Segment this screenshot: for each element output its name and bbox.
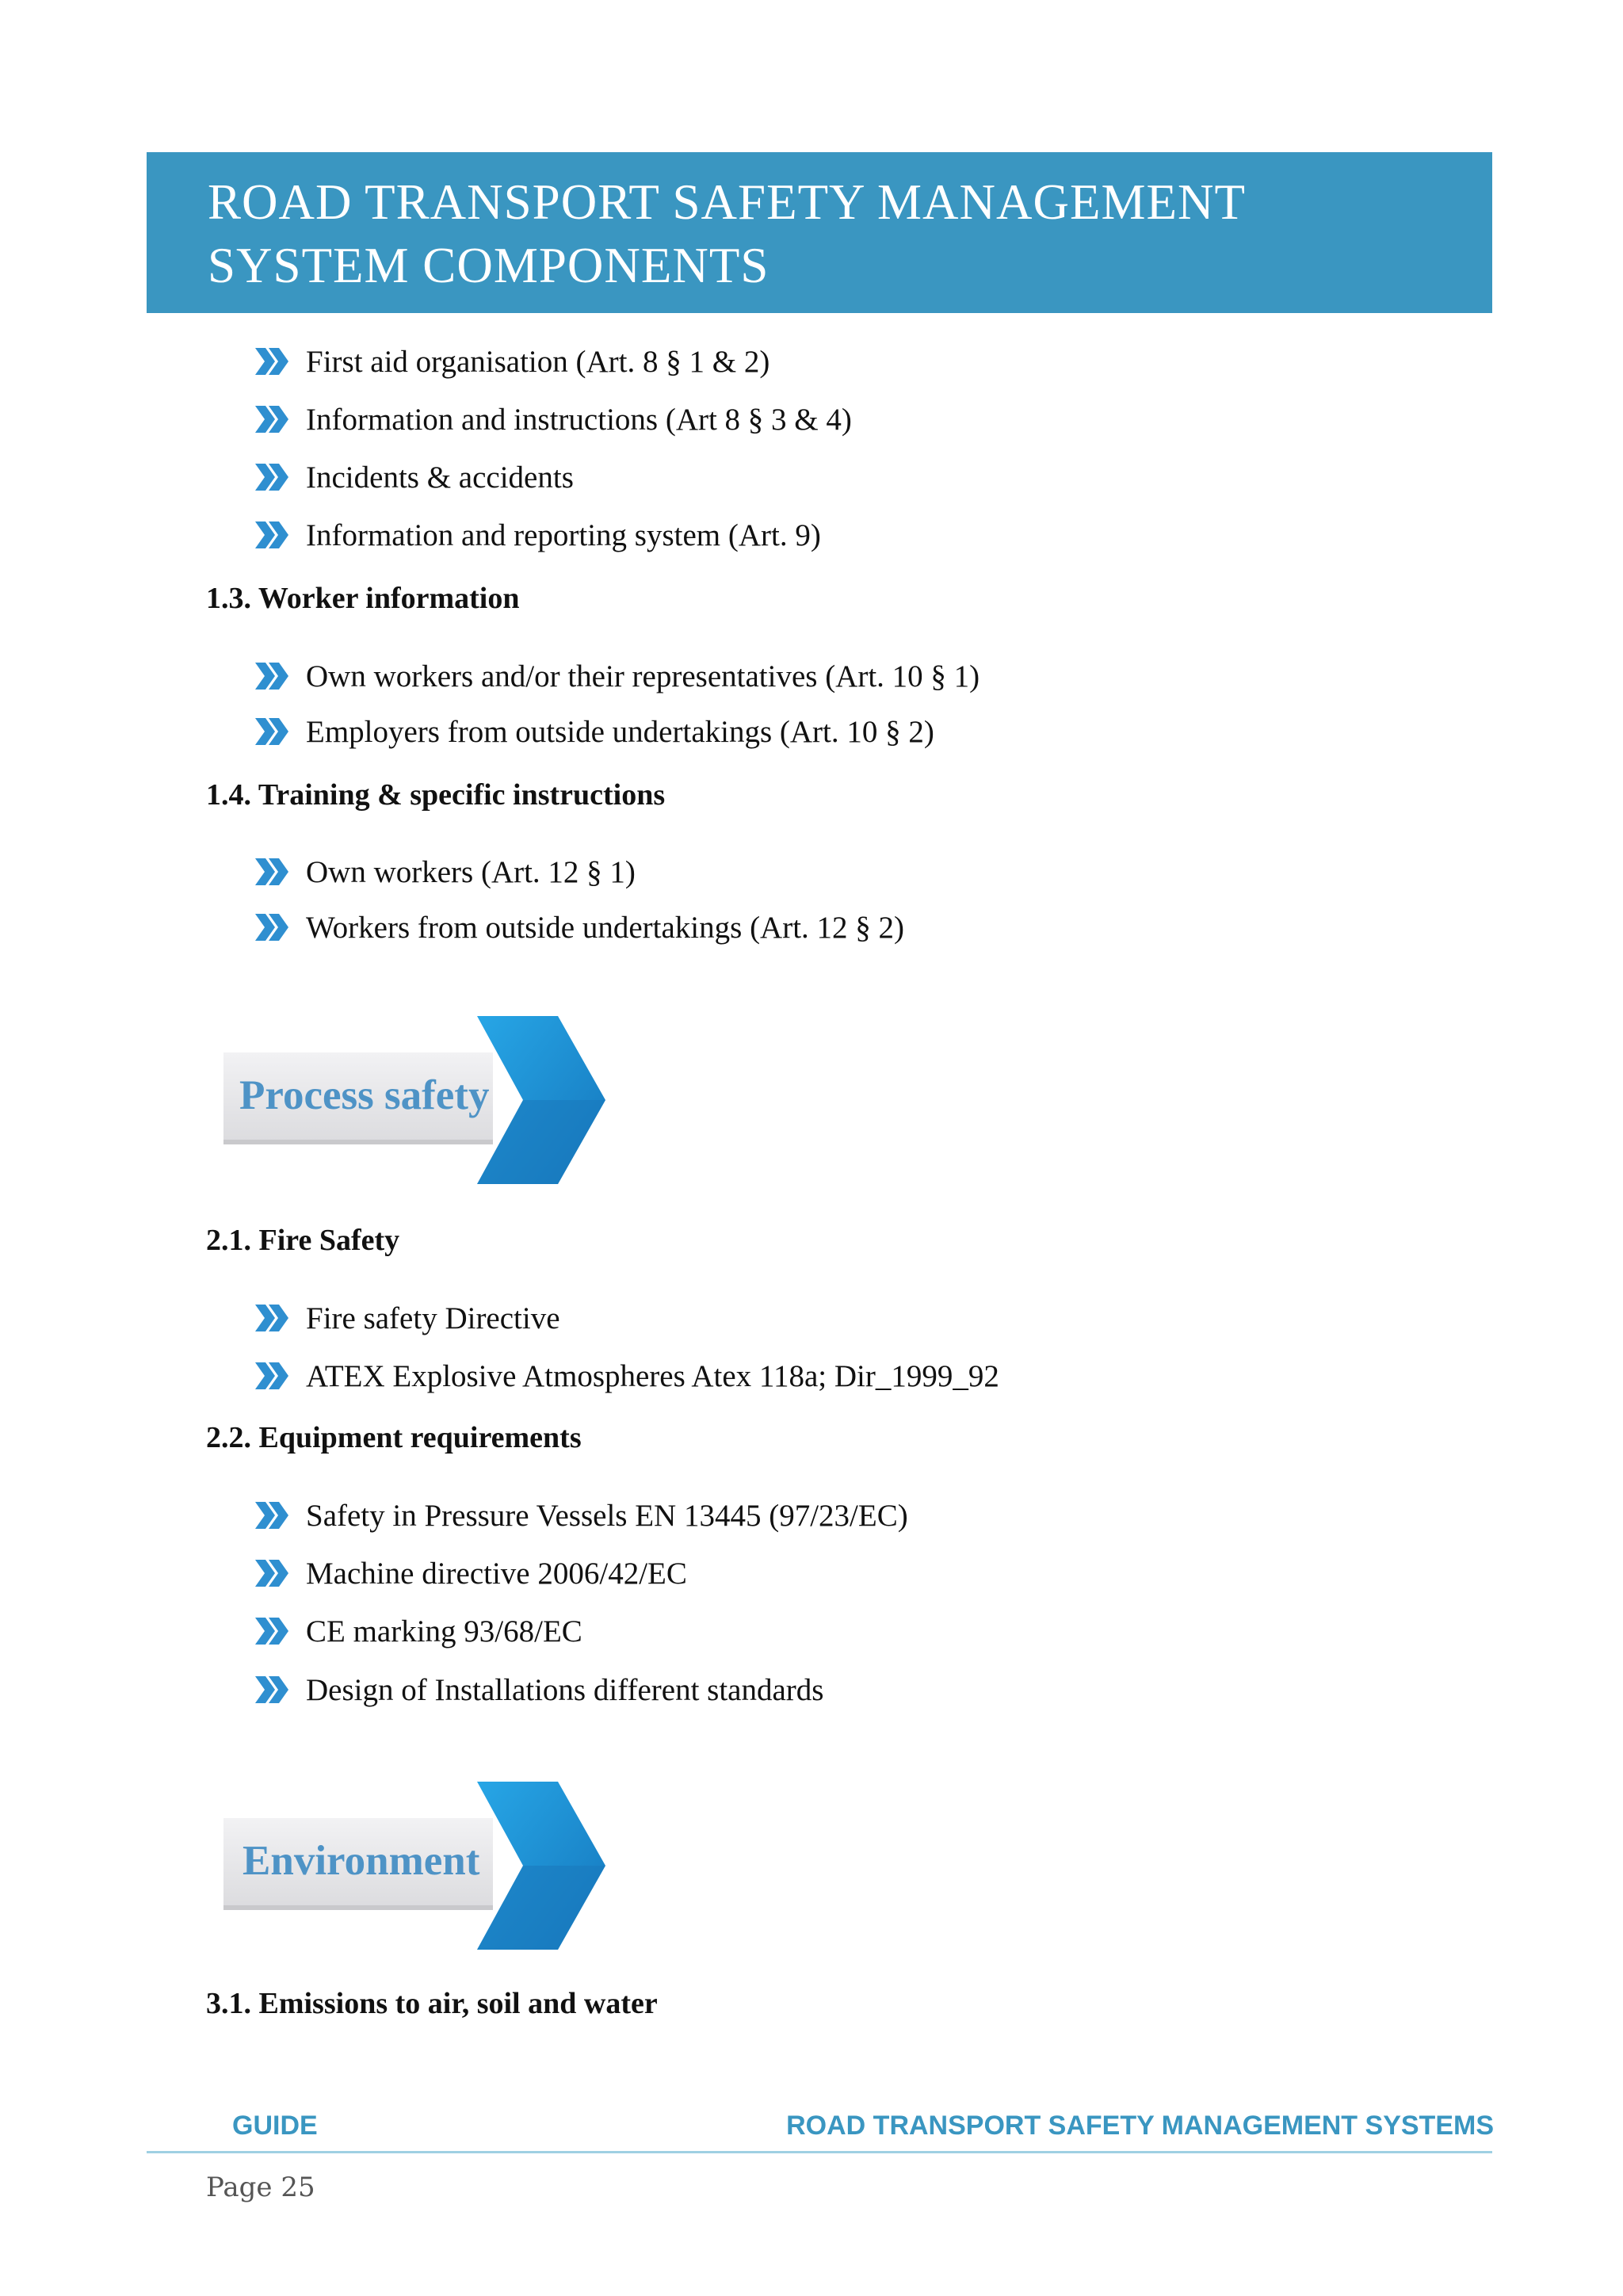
list-item-text: Employers from outside undertakings (Art. 10 § 2) — [306, 714, 934, 749]
list-item — [255, 453, 574, 501]
list-item-text: Own workers (Art. 12 § 1) — [306, 854, 636, 889]
list-item-text: Information and reporting system (Art. 9) — [306, 518, 821, 552]
double-chevron-icon — [255, 1502, 288, 1529]
section-heading-3-1: 3.1. Emissions to air, soil and water — [206, 1987, 658, 2020]
list-item — [255, 1549, 687, 1597]
banner-label: Process safety — [239, 1072, 490, 1118]
list-item — [255, 1607, 582, 1655]
double-chevron-icon — [255, 858, 288, 885]
section-heading-1-3: 1.3. Worker information — [206, 582, 520, 615]
list-item — [255, 1666, 823, 1713]
list-item-text: Own workers and/or their representatives (Art. 10 § 1) — [306, 659, 980, 693]
section-heading-2-2: 2.2. Equipment requirements — [206, 1421, 582, 1454]
double-chevron-icon — [255, 663, 288, 690]
list-item — [255, 1352, 999, 1400]
footer-divider — [147, 2151, 1492, 2153]
banner-label: Environment — [242, 1838, 480, 1884]
list-item — [255, 904, 904, 951]
page-header — [147, 152, 1492, 313]
double-chevron-icon — [255, 1618, 288, 1645]
list-item — [255, 1492, 908, 1539]
double-chevron-icon — [255, 1305, 288, 1331]
double-chevron-icon — [255, 914, 288, 941]
section-heading-2-1: 2.1. Fire Safety — [206, 1224, 400, 1257]
double-chevron-icon — [255, 1676, 288, 1703]
list-item — [255, 708, 934, 755]
process-safety-banner — [223, 1016, 612, 1189]
page-number: Page 25 — [206, 2172, 315, 2203]
list-item-text: First aid organisation (Art. 8 § 1 & 2) — [306, 344, 770, 379]
list-item-text: Machine directive 2006/42/EC — [306, 1556, 687, 1591]
double-chevron-icon — [255, 406, 288, 433]
list-item — [255, 395, 852, 443]
double-chevron-icon — [255, 464, 288, 491]
list-item — [255, 652, 980, 700]
double-chevron-icon — [255, 521, 288, 548]
list-item-text: Workers from outside undertakings (Art. 12 § 2) — [306, 910, 905, 945]
list-item-text: ATEX Explosive Atmospheres Atex 118a; Dir_1999_92 — [306, 1358, 999, 1393]
page-title-line-1: ROAD TRANSPORT SAFETY MANAGEMENT — [208, 174, 1246, 230]
list-item — [255, 338, 769, 385]
list-item-text: CE marking 93/68/EC — [306, 1614, 582, 1648]
page-title-line-2: SYSTEM COMPONENTS — [208, 238, 769, 293]
list-item — [255, 511, 821, 559]
list-item — [255, 1294, 560, 1342]
environment-banner — [223, 1782, 612, 1954]
list-item — [255, 848, 636, 896]
double-chevron-icon — [255, 718, 288, 745]
double-chevron-icon — [255, 1362, 288, 1389]
list-item-text: Safety in Pressure Vessels EN 13445 (97/23/EC) — [306, 1498, 908, 1533]
double-chevron-icon — [255, 348, 288, 375]
footer-document-title: ROAD TRANSPORT SAFETY MANAGEMENT SYSTEMS — [786, 2111, 1494, 2141]
list-item-text: Fire safety Directive — [306, 1301, 560, 1335]
section-heading-1-4: 1.4. Training & specific instructions — [206, 778, 666, 812]
footer-guide-label: GUIDE — [232, 2111, 318, 2141]
list-item-text: Information and instructions (Art 8 § 3 & 4) — [306, 402, 852, 437]
double-chevron-icon — [255, 1560, 288, 1587]
list-item-text: Design of Installations different standards — [306, 1672, 824, 1707]
list-item-text: Incidents & accidents — [306, 460, 574, 495]
